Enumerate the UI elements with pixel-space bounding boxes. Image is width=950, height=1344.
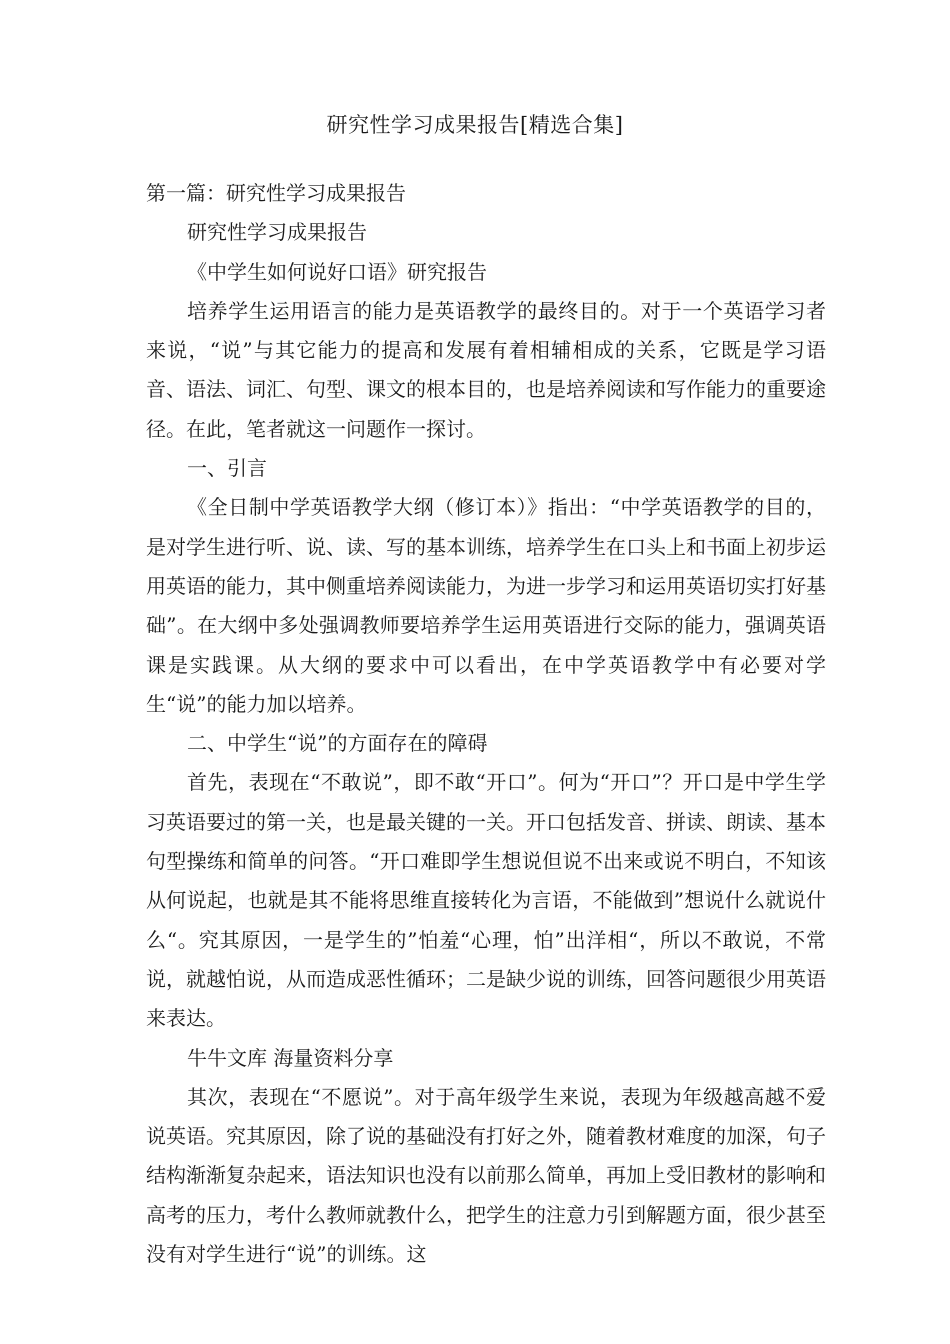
source-note: 牛牛文库 海量资料分享 (187, 1045, 394, 1070)
body-paragraph: 其次，表现在“不愿说”。对于高年级学生来说，表现为年级越高越不爱说英语。究其原因，除了说的基础没有打好之外，随着教材难度的加深，句子结构渐渐复杂起来，语法知识也没有以前那么简单，再加上受旧教材的影响和高考的压力，考什么教师就教什么，把学生的注意力引到解题方面，很少甚至没有对学生进行“说”的训练。这 (146, 1084, 826, 1267)
document-title: 研究性学习成果报告[精选合集] (326, 113, 624, 137)
subsection-heading: 二、中学生“说”的方面存在的障碍 (187, 731, 488, 756)
subsection-heading: 一、引言 (187, 456, 267, 481)
body-paragraph: 《全日制中学英语教学大纲（修订本）》指出：“中学英语教学的目的，是对学生进行听、说、读、写的基本训练，培养学生在口头上和书面上初步运用英语的能力，其中侧重培养阅读能力，为进一步学习和运用英语切实打好基础”。在大纲中多处强调教师要培养学生运用英语进行交际的能力，强调英语课是实践课。从大纲的要求中可以看出，在中学英语教学中有必要对学生“说”的能力加以培养。 (146, 495, 826, 716)
report-heading: 研究性学习成果报告 (187, 220, 367, 245)
section-heading: 第一篇：研究性学习成果报告 (146, 181, 406, 205)
body-paragraph: 培养学生运用语言的能力是英语教学的最终目的。对于一个英语学习者来说，“说”与其它能力的提高和发展有着相辅相成的关系，它既是学习语音、语法、词汇、句型、课文的根本目的，也是培养阅读和写作能力的重要途径。在此，笔者就这一问题作一探讨。 (146, 298, 826, 441)
report-subheading: 《中学生如何说好口语》研究报告 (187, 259, 487, 284)
document-body (146, 174, 826, 1274)
body-paragraph: 首先，表现在“不敢说”，即不敢“开口”。何为“开口”？开口是中学生学习英语要过的第一关，也是最关键的一关。开口包括发音、拼读、朗读、基本句型操练和简单的问答。“开口难即学生想说但说不出来或说不明白，不知该从何说起，也就是其不能将思维直接转化为言语，不能做到”想说什么就说什么“。究其原因，一是学生的”怕羞“心理，怕”出洋相“，所以不敢说，不常说，就越怕说，从而造成恶性循环；二是缺少说的训练，回答问题很少用英语来表达。 (146, 770, 826, 1031)
